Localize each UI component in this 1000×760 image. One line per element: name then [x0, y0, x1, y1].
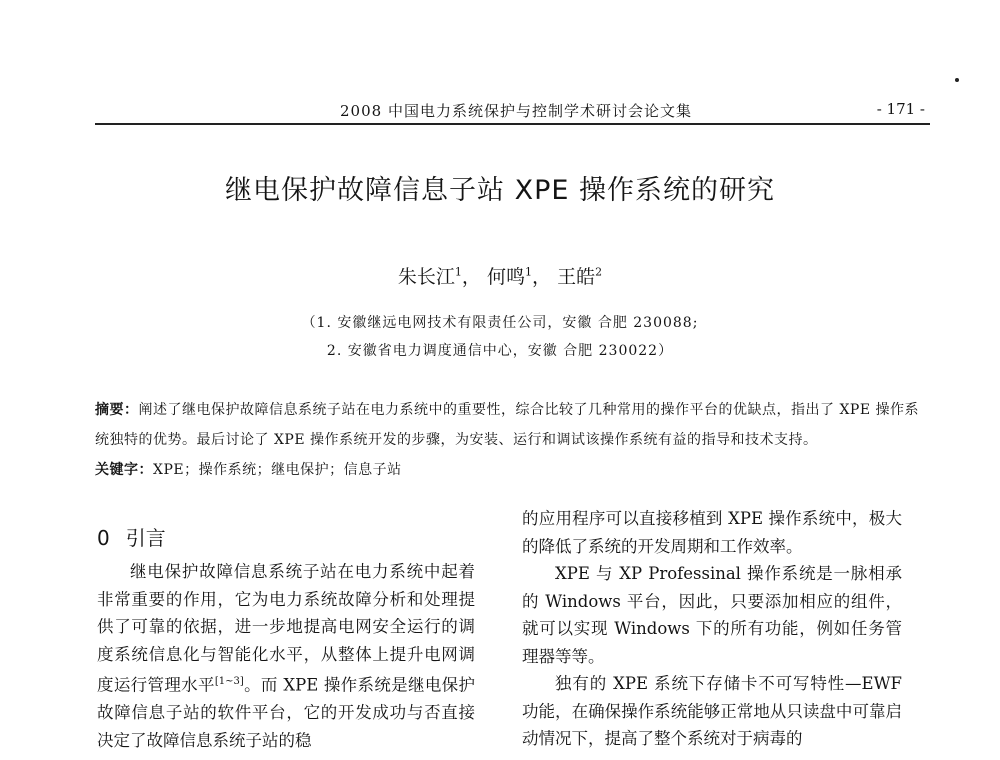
abstract-label: 摘要： — [95, 402, 139, 418]
paper-title: 继电保护故障信息子站 XPE 操作系统的研究 — [224, 175, 775, 206]
right-column — [522, 505, 902, 753]
paragraph: 独有的 XPE 系统下存储卡不可写特性—EWF 功能，在确保操作系统能够正常地从只读盘中可靠启动情况下，提高了整个系统对于病毒的 — [522, 674, 902, 748]
section-number: 0 — [97, 526, 110, 550]
author-separator: ， — [532, 266, 552, 288]
abstract-text: 阐述了继电保护故障信息系统子站在电力系统中的重要性，综合比较了几种常用的操作平台的优缺点，指出了 XPE 操作系统独特的优势。最后讨论了 XPE 操作系统开发的步骤，为安装、运行和调试该操作系统有益的指导和技术支持。 — [95, 402, 920, 448]
citation: [1~3] — [214, 676, 244, 687]
affiliation-line-2: 2. 安徽省电力调度通信中心，安徽 合肥 230022） — [326, 343, 674, 359]
affil-mark: 1 — [525, 265, 532, 279]
author-name: 王皓 — [557, 266, 596, 288]
keywords-label: 关键字： — [95, 462, 153, 478]
author-list — [0, 262, 1000, 289]
abstract-block — [95, 395, 920, 485]
scan-speck — [955, 78, 959, 82]
keywords-text: XPE；操作系统；继电保护；信息子站 — [153, 462, 402, 478]
left-column — [97, 558, 475, 754]
paragraph-text: 。而 XPE 操作系统是继电保护故障信息子站的软件平台，它的开发成功与否直接决定了故障信息系统子站的稳 — [97, 675, 476, 750]
header-rule — [95, 123, 930, 125]
affiliation-line-1: （1. 安徽继远电网技术有限责任公司，安徽 合肥 230088; — [301, 315, 699, 331]
proceedings-title: 2008 中国电力系统保护与控制学术研讨会论文集 — [340, 102, 692, 120]
section-title: 引言 — [125, 526, 166, 550]
keywords — [95, 455, 920, 485]
abstract — [95, 395, 920, 455]
paragraph: XPE 与 XP Professinal 操作系统是一脉相承的 Windows 平台，因此，只要添加相应的组件，就可以实现 Windows 下的所有功能，例如任务管理器等等。 — [522, 564, 902, 666]
section-heading — [97, 522, 166, 551]
page-number: - 171 - — [876, 100, 925, 118]
author-name: 朱长江 — [397, 266, 455, 288]
paragraph-text: 继电保护故障信息系统子站在电力系统中起着非常重要的作用，它为电力系统故障分析和处理提供了可靠的依据，进一步地提高电网安全运行的调度系统信息化与智能化水平，从整体上提升电网调度运行管理水平 — [97, 562, 475, 695]
author-name: 何鸣 — [486, 266, 525, 288]
affil-mark: 2 — [595, 265, 603, 279]
affil-mark: 1 — [454, 265, 462, 279]
author-separator: ， — [461, 266, 481, 288]
intro-paragraph — [97, 558, 475, 754]
running-header — [95, 100, 925, 124]
paragraph: 的应用程序可以直接移植到 XPE 操作系统中，极大的降低了系统的开发周期和工作效率。 — [522, 509, 902, 556]
